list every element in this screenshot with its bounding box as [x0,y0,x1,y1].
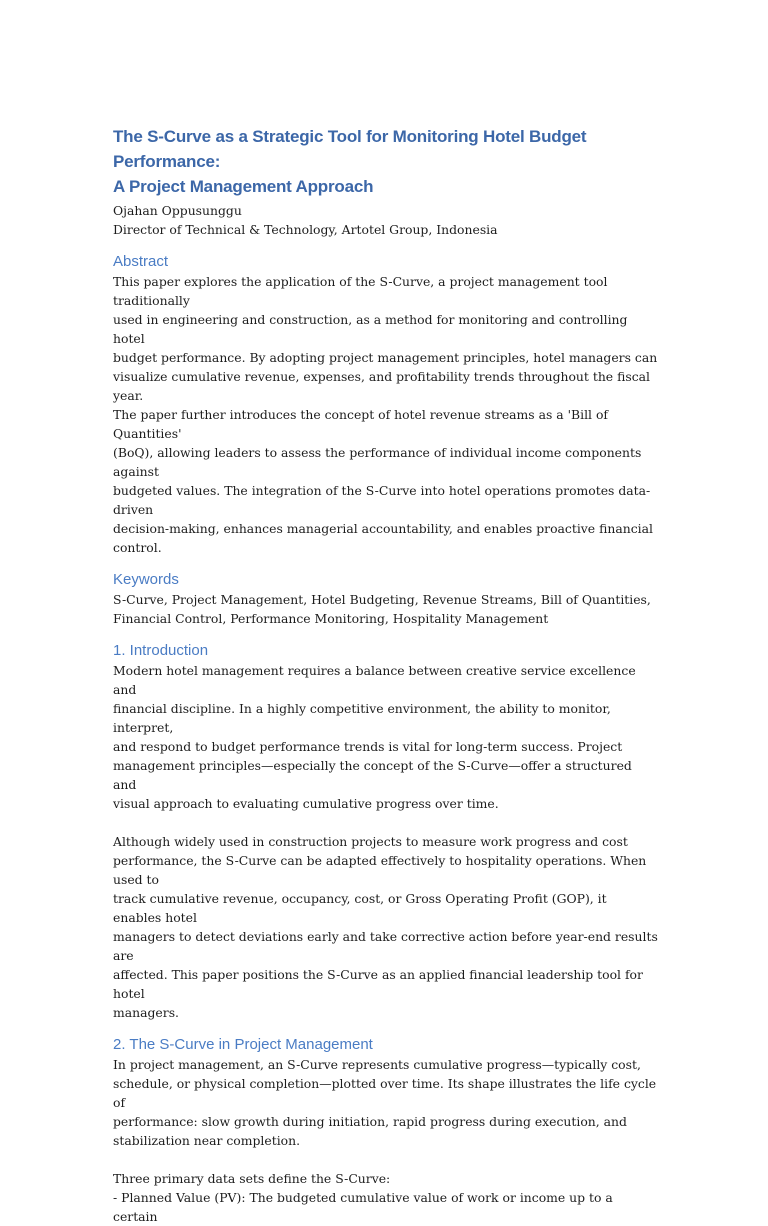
introduction-paragraph-2: Although widely used in construction projects to measure work progress and cost performance, the S-Curve can be adapted effectively to hospitality operations. When used to track cumulative revenue, occupancy, cost, or Gross Operating Profit (GOP), it enables hotel managers to detect deviations early and take corrective action before year-end results are affected. This paper positions the S-Curve as an applied financial leadership tool for hotel managers. [113,834,658,1020]
paper-title-line-1: The S-Curve as a Strategic Tool for Monitoring Hotel Budget Performance: [113,127,587,171]
abstract-heading: Abstract [113,253,169,270]
paper-page [113,124,658,1226]
scurve-paragraph-1: In project management, an S-Curve represents cumulative progress—typically cost, schedule, or physical completion—plotted over time. Its shape illustrates the life cycle of performance: slow growth during initiation, rapid progress during execution, and stabilization near completion. [113,1057,657,1148]
author-affiliation: Director of Technical & Technology, Artotel Group, Indonesia [113,222,498,237]
abstract-text: This paper explores the application of the S-Curve, a project management tool traditionally used in engineering and construction, as a method for monitoring and controlling hotel budget performance. By adopting project management principles, hotel managers can visualize cumulative revenue, expenses, and profitability trends throughout the fiscal year. The paper further introduces the concept of hotel revenue streams as a 'Bill of Quantities' (BoQ), allowing leaders to assess the performance of individual income components against budgeted values. The integration of the S-Curve into hotel operations promotes data-driven decision-making, enhances managerial accountability, and enables proactive financial control. [113,274,658,555]
paper-title-line-2: A Project Management Approach [113,177,374,196]
paper-title [113,124,658,199]
author-name: Ojahan Oppusunggu [113,203,242,218]
scurve-paragraph-2: Three primary data sets define the S-Curve: - Planned Value (PV): The budgeted cumulative value of work or income up to a certain [113,1171,613,1224]
keywords-heading: Keywords [113,571,179,588]
scurve-section-heading: 2. The S-Curve in Project Management [113,1036,373,1053]
keywords-text: S-Curve, Project Management, Hotel Budgeting, Revenue Streams, Bill of Quantities, Financial Control, Performance Monitoring, Hospitality Management [113,592,651,626]
introduction-paragraph-1: Modern hotel management requires a balance between creative service excellence and financial discipline. In a highly competitive environment, the ability to monitor, interpret, and respond to budget performance trends is vital for long-term success. Project management principles—especially the concept of the S-Curve—offer a structured and visual approach to evaluating cumulative progress over time. [113,663,636,811]
introduction-heading: 1. Introduction [113,642,209,659]
